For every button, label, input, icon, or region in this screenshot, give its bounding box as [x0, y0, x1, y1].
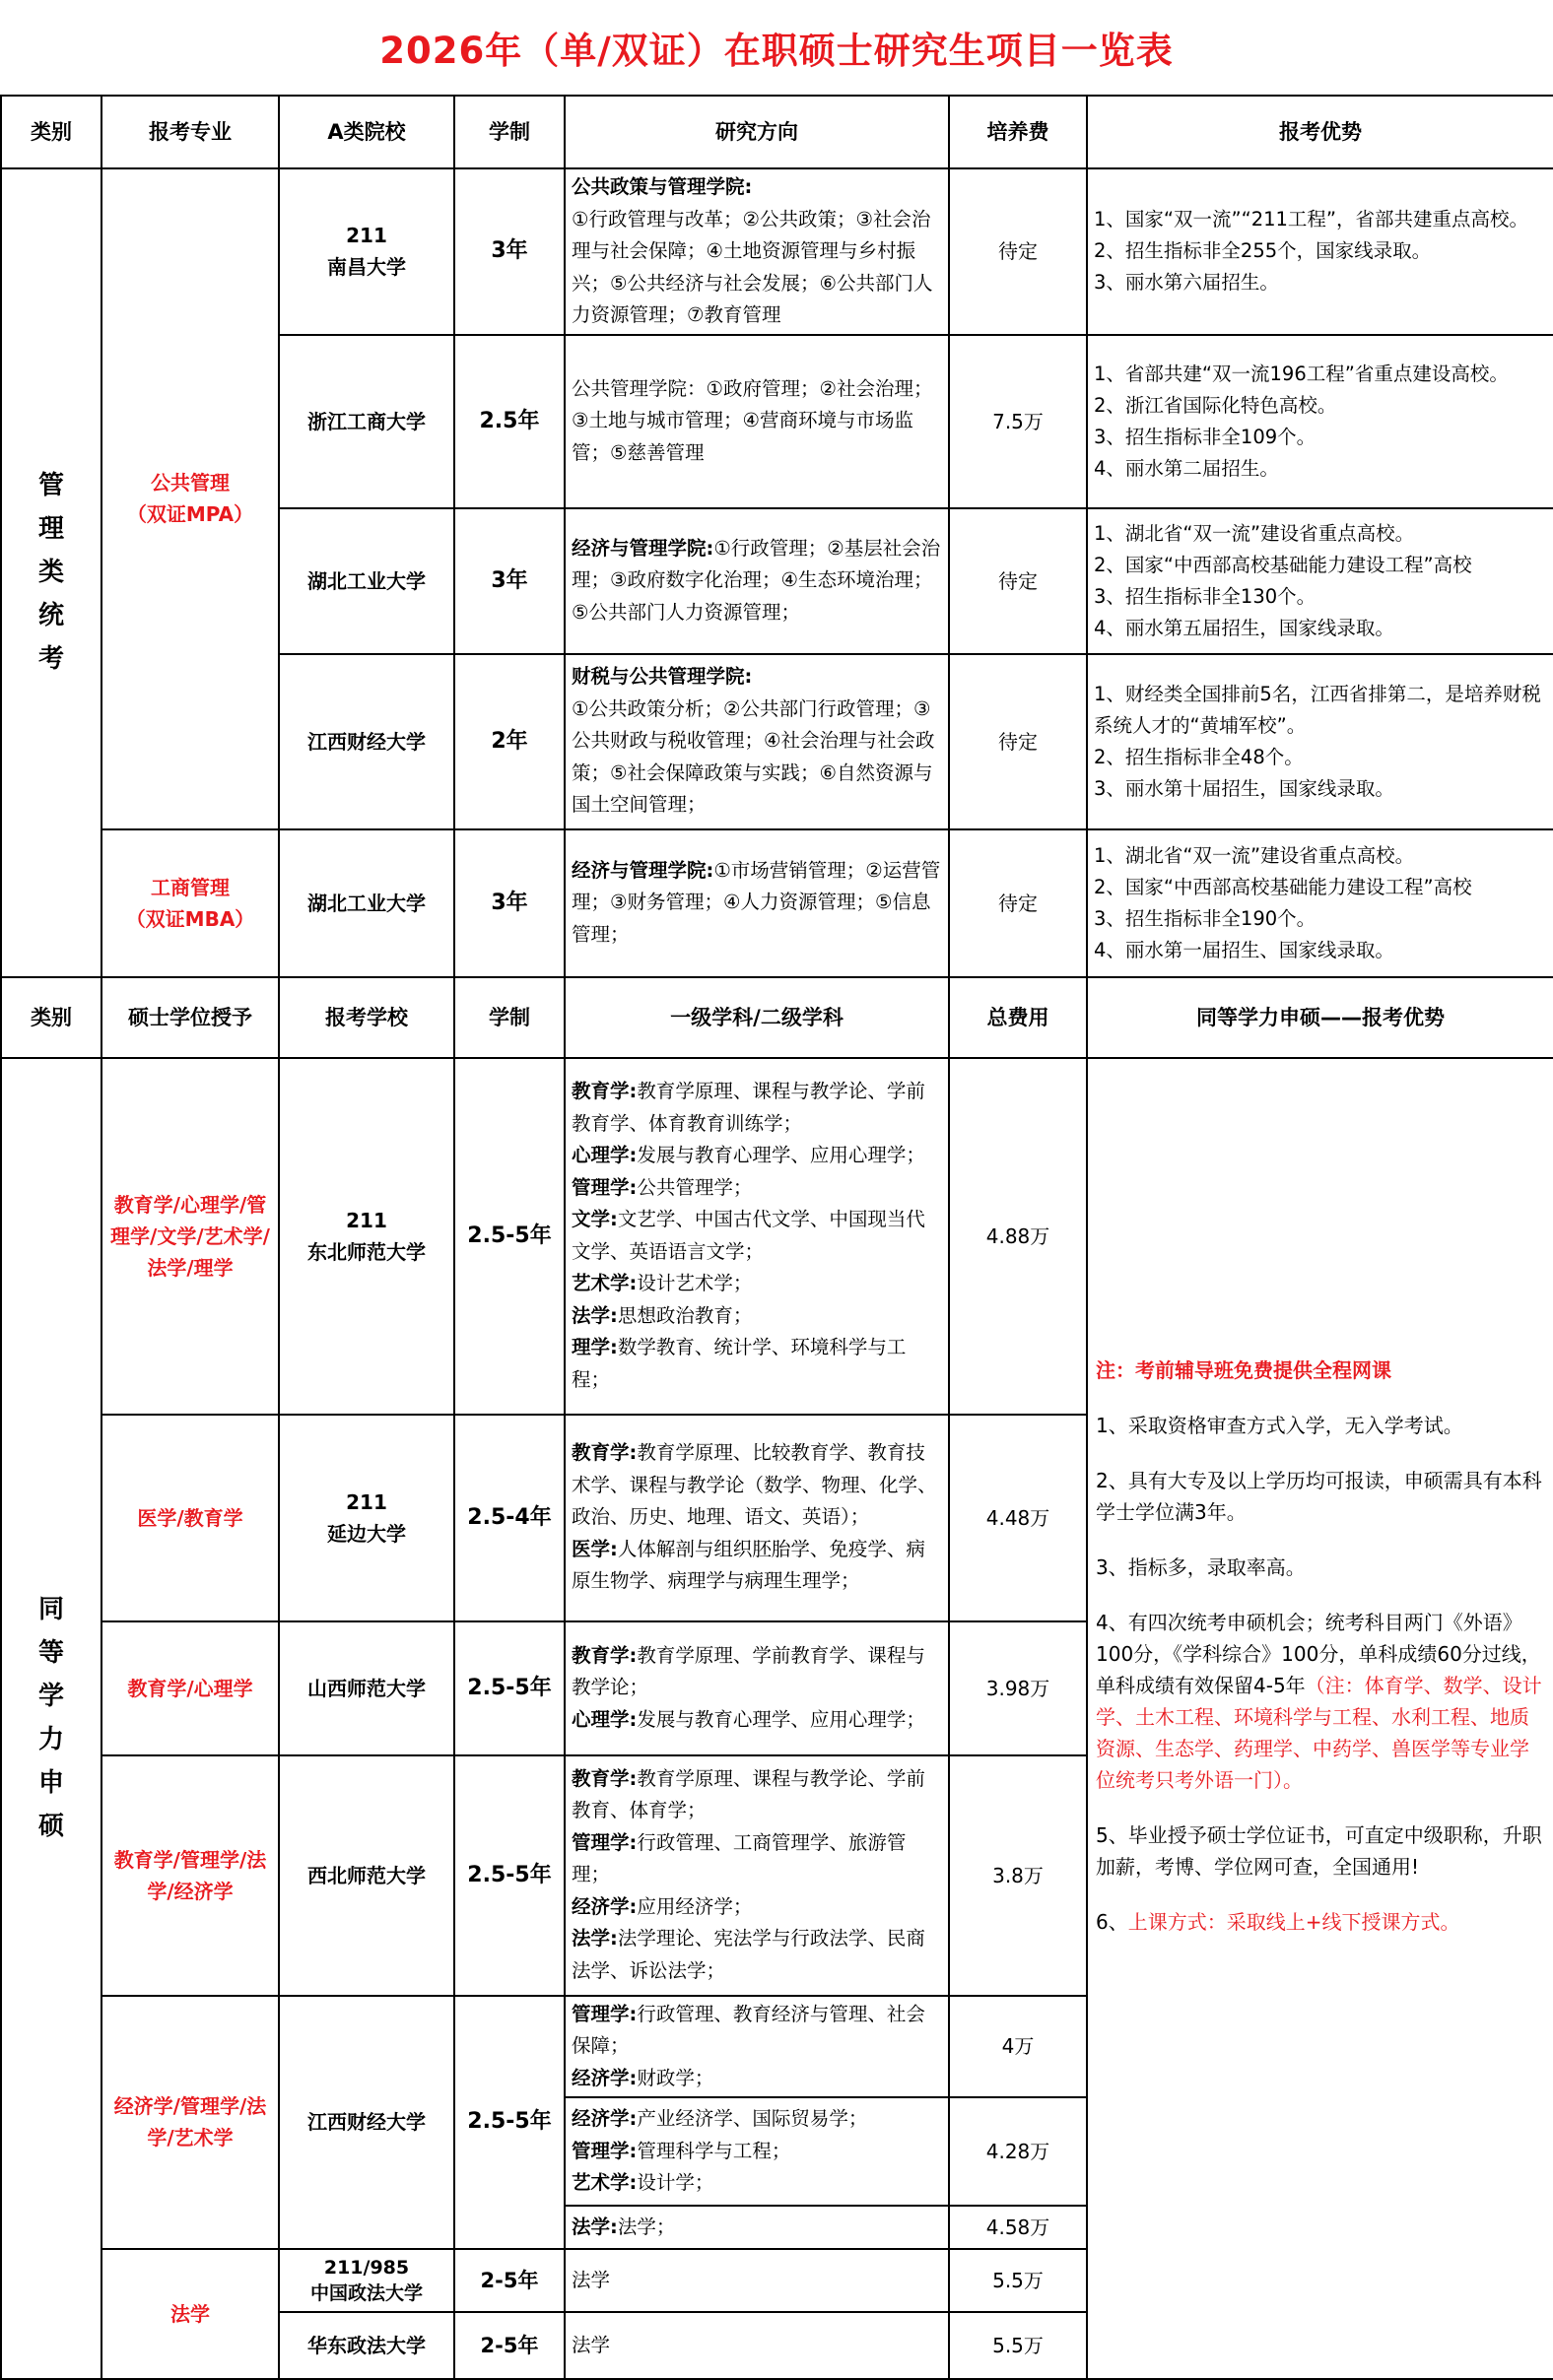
advantage-item: 3、招生指标非全130个。 — [1094, 584, 1317, 608]
subject-key: 理学: — [572, 1336, 618, 1358]
fee-cell: 5.5万 — [949, 2312, 1087, 2379]
subject-value: 管理科学与工程； — [637, 2139, 791, 2162]
direction-cell — [565, 335, 949, 508]
subject-key: 教育学: — [572, 1441, 638, 1465]
advantages-cell — [1087, 654, 1553, 829]
subject-key: 教育学: — [572, 1766, 638, 1790]
notes-cell — [1087, 1058, 1553, 2380]
years-cell: 2.5-5年 — [454, 1058, 565, 1415]
direction-text: ①行政管理与改革；②公共政策；③社会治理与社会保障；④土地资源管理与乡村振兴；⑤公共经济与社会发展；⑥公共部门人力资源管理；⑦教育管理 — [572, 207, 933, 326]
advantage-item: 2、招生指标非全48个。 — [1094, 745, 1304, 768]
fee-cell: 4.48万 — [949, 1415, 1087, 1621]
subject-entry — [572, 2167, 942, 2200]
subject-entry — [572, 1204, 942, 1268]
fee-cell: 4.58万 — [949, 2206, 1087, 2249]
direction-head: 经济与管理学院: — [572, 536, 714, 560]
note-item-6 — [1096, 1906, 1545, 1938]
school-cell: 江西财经大学 — [279, 654, 454, 829]
subject-value: 数学教育、统计学、环境科学与工程； — [572, 1336, 907, 1391]
fee-cell: 4.88万 — [949, 1058, 1087, 1415]
header-row-2 — [1, 977, 1553, 1058]
subject-value: 教育学原理、学前教育学、课程与教学论； — [572, 1643, 925, 1699]
subject-entry — [572, 1999, 942, 2063]
years-cell: 3年 — [454, 508, 565, 654]
years-cell: 2-5年 — [454, 2312, 565, 2379]
note-item-4-text: 4、有四次统考申硕机会；统考科目两门《外语》100分，《学科综合》100分，单科成绩60分过线，单科成绩有效保留4-5年 — [1096, 1610, 1541, 1697]
advantage-item: 3、招生指标非全190个。 — [1094, 906, 1317, 930]
header-row-1 — [1, 96, 1553, 168]
notes-headline: 注：考前辅导班免费提供全程网课 — [1096, 1357, 1391, 1382]
subject-value: 文艺学、中国古代文学、中国现当代文学、英语语言文学； — [572, 1208, 925, 1263]
fee-cell: 3.98万 — [949, 1621, 1087, 1755]
subject-entry — [572, 1704, 942, 1737]
subject-entry — [572, 1763, 942, 1827]
advantage-item: 3、招生指标非全109个。 — [1094, 425, 1317, 448]
subjects-cell — [565, 2206, 949, 2249]
advantage-item: 1、财经类全国排前5名，江西省排第二，是培养财税系统人才的“黄埔军校”。 — [1094, 682, 1541, 737]
header-major: 报考专业 — [101, 96, 279, 168]
years-cell: 3年 — [454, 168, 565, 335]
direction-text: ①市场营销管理；②运营管理；③财务管理；④人力资源管理；⑤信息管理； — [572, 858, 941, 946]
advantage-item: 1、湖北省“双一流”建设省重点高校。 — [1094, 521, 1415, 545]
header-category: 类别 — [1, 96, 101, 168]
advantages-cell — [1087, 168, 1553, 335]
fee-cell: 待定 — [949, 168, 1087, 335]
advantage-item: 1、国家“双一流”“211工程”，省部共建重点高校。 — [1094, 208, 1529, 231]
school-cell: 211 东北师范大学 — [279, 1058, 454, 1415]
subject-entry — [572, 1332, 942, 1396]
subject-key: 艺术学: — [572, 1272, 638, 1294]
subject-key: 经济学: — [572, 2107, 638, 2131]
subject-value: 发展与教育心理学、应用心理学； — [637, 1707, 925, 1731]
school-cell: 湖北工业大学 — [279, 829, 454, 977]
direction-head: 财税与公共管理学院: — [572, 665, 753, 689]
subject-entry — [572, 1534, 942, 1598]
note-item: 5、毕业授予硕士学位证书，可直定中级职称，升职加薪，考博、学位网可查，全国通用! — [1096, 1822, 1542, 1879]
subject-value: 行政管理、教育经济与管理、社会保障； — [572, 2002, 925, 2057]
subject-key: 艺术学: — [572, 2171, 638, 2195]
subject-entry — [572, 2063, 942, 2095]
subject-key: 经济学: — [572, 2066, 638, 2089]
major-cell: 工商管理 （双证MBA） — [101, 829, 279, 977]
subject-entry — [572, 2136, 942, 2168]
note-item: 3、指标多，录取率高。 — [1096, 1554, 1306, 1579]
advantage-item: 3、丽水第六届招生。 — [1094, 271, 1279, 295]
advantage-item: 1、湖北省“双一流”建设省重点高校。 — [1094, 843, 1415, 867]
subjects-cell — [565, 1415, 949, 1621]
school-cell: 江西财经大学 — [279, 1996, 454, 2250]
note-item-6-prefix: 6、 — [1096, 1909, 1128, 1934]
header-advantages: 报考优势 — [1087, 96, 1553, 168]
advantage-item: 2、国家“中西部高校基础能力建设工程”高校 — [1094, 553, 1472, 576]
advantage-item: 1、省部共建“双一流196工程”省重点建设高校。 — [1094, 362, 1509, 385]
subject-value: 思想政治教育； — [617, 1303, 753, 1327]
subject-entry — [572, 1300, 942, 1333]
table-row — [1, 829, 1553, 977]
fee-cell: 待定 — [949, 829, 1087, 977]
subject-entry — [572, 1268, 942, 1300]
subject-value: 产业经济学、国际贸易学； — [637, 2107, 868, 2131]
header-years: 学制 — [454, 977, 565, 1058]
subject-key: 管理学: — [572, 1175, 638, 1199]
years-cell: 2.5-5年 — [454, 1755, 565, 1996]
school-cell: 211/985 中国政法大学 — [279, 2249, 454, 2312]
category-cell — [1, 1058, 101, 2380]
major-cell: 公共管理 （双证MPA） — [101, 168, 279, 829]
direction-text: ①公共政策分析；②公共部门行政管理；③公共财政与税收管理；④社会治理与社会政策；⑤社会保障政策与实践；⑥自然资源与国土空间管理； — [572, 696, 935, 817]
header-school: 报考学校 — [279, 977, 454, 1058]
subjects-cell — [565, 1996, 949, 2098]
years-cell: 3年 — [454, 829, 565, 977]
header-subjects: 一级学科/二级学科 — [565, 977, 949, 1058]
program-table — [0, 95, 1553, 2380]
header-equivalent-advantages: 同等学力申硕——报考优势 — [1087, 977, 1553, 1058]
advantages-cell — [1087, 829, 1553, 977]
subjects-cell: 法学 — [565, 2249, 949, 2312]
degree-cell: 教育学/管理学/法学/经济学 — [101, 1755, 279, 1996]
category-label: 管理类统考 — [38, 471, 65, 675]
years-cell: 2.5-5年 — [454, 1621, 565, 1755]
subject-entry — [572, 1640, 942, 1704]
subject-value: 行政管理、工商管理学、旅游管理； — [572, 1830, 907, 1886]
fee-cell: 4万 — [949, 1996, 1087, 2098]
subjects-cell: 法学 — [565, 2312, 949, 2379]
direction-cell — [565, 508, 949, 654]
subject-value: 发展与教育心理学、应用心理学； — [637, 1144, 925, 1166]
subject-entry — [572, 1076, 942, 1140]
header-years: 学制 — [454, 96, 565, 168]
subject-value: 应用经济学； — [637, 1894, 753, 1918]
subject-entry — [572, 2215, 675, 2238]
degree-cell: 经济学/管理学/法学/艺术学 — [101, 1996, 279, 2250]
header-fee: 培养费 — [949, 96, 1087, 168]
note-item: 1、采取资格审查方式入学，无入学考试。 — [1096, 1413, 1463, 1437]
header-total-fee: 总费用 — [949, 977, 1087, 1058]
advantage-item: 4、丽水第五届招生，国家线录取。 — [1094, 616, 1394, 639]
fee-cell: 4.28万 — [949, 2097, 1087, 2206]
subject-value: 财政学； — [637, 2066, 714, 2089]
school-cell: 211 南昌大学 — [279, 168, 454, 335]
subject-key: 教育学: — [572, 1643, 638, 1667]
fee-cell: 待定 — [949, 654, 1087, 829]
years-cell: 2-5年 — [454, 2249, 565, 2312]
advantage-item: 4、丽水第一届招生、国家线录取。 — [1094, 938, 1394, 961]
advantages-cell — [1087, 335, 1553, 508]
subject-key: 心理学: — [572, 1707, 638, 1731]
advantages-cell — [1087, 508, 1553, 654]
subject-key: 法学: — [572, 2215, 618, 2238]
header-category: 类别 — [1, 977, 101, 1058]
subject-key: 文学: — [572, 1208, 618, 1230]
subject-key: 医学: — [572, 1537, 618, 1560]
school-cell: 211 延边大学 — [279, 1415, 454, 1621]
years-cell: 2.5年 — [454, 335, 565, 508]
subject-entry — [572, 1891, 942, 1924]
subject-value: 法学理论、宪法学与行政法学、民商法学、诉讼法学； — [572, 1927, 925, 1982]
category-cell — [1, 168, 101, 977]
header-degree: 硕士学位授予 — [101, 977, 279, 1058]
direction-text: 公共管理学院：①政府管理；②社会治理；③土地与城市管理；④营商环境与市场监管；⑤慈善管理 — [572, 376, 933, 464]
years-cell: 2.5-5年 — [454, 1996, 565, 2250]
advantage-item: 3、丽水第十届招生，国家线录取。 — [1094, 776, 1394, 800]
note-item-4-red: （注：体育学、数学、设计学、土木工程、环境科学与工程、水利工程、地质资源、生态学、药理学、中药学、兽医学等专业学位统考只考外语一门）。 — [1096, 1673, 1542, 1792]
subject-value: 教育学原理、课程与教学论、学前教育、体育学； — [572, 1766, 925, 1822]
subjects-cell — [565, 1621, 949, 1755]
subject-value: 公共管理学； — [637, 1175, 753, 1199]
subject-entry — [572, 1437, 942, 1534]
direction-cell — [565, 829, 949, 977]
direction-text: ①行政管理；②基层社会治理；③政府数字化治理；④生态环境治理；⑤公共部门人力资源管理； — [572, 536, 941, 624]
subject-key: 管理学: — [572, 2002, 638, 2025]
school-cell: 西北师范大学 — [279, 1755, 454, 1996]
degree-cell: 医学/教育学 — [101, 1415, 279, 1621]
degree-cell: 法学 — [101, 2249, 279, 2379]
direction-cell — [565, 654, 949, 829]
subject-key: 管理学: — [572, 2139, 638, 2162]
subject-key: 心理学: — [572, 1144, 638, 1166]
subjects-cell — [565, 1058, 949, 1415]
advantage-item: 2、招生指标非全255个，国家线录取。 — [1094, 239, 1432, 263]
subject-key: 管理学: — [572, 1830, 638, 1854]
table-row — [1, 1058, 1553, 1415]
school-cell: 浙江工商大学 — [279, 335, 454, 508]
direction-head: 经济与管理学院: — [572, 858, 714, 882]
years-cell: 2.5-4年 — [454, 1415, 565, 1621]
school-cell: 华东政法大学 — [279, 2312, 454, 2379]
subject-value: 设计学； — [637, 2171, 714, 2195]
degree-cell: 教育学/心理学 — [101, 1621, 279, 1755]
school-cell: 山西师范大学 — [279, 1621, 454, 1755]
subject-key: 法学: — [572, 1303, 618, 1327]
subject-entry — [572, 1172, 942, 1205]
direction-cell — [565, 168, 949, 335]
subject-key: 经济学: — [572, 1894, 638, 1918]
subject-value: 设计艺术学； — [637, 1272, 753, 1294]
page-title: 2026年（单/双证）在职硕士研究生项目一览表 — [379, 30, 1174, 72]
years-cell: 2年 — [454, 654, 565, 829]
fee-cell: 3.8万 — [949, 1755, 1087, 1996]
note-item-4 — [1096, 1607, 1545, 1796]
subject-key: 教育学: — [572, 1080, 638, 1102]
note-item-6-red: 上课方式：采取线上+线下授课方式。 — [1127, 1909, 1460, 1934]
subject-value: 法学； — [617, 2215, 676, 2238]
advantage-item: 2、浙江省国际化特色高校。 — [1094, 393, 1337, 417]
school-cell: 湖北工业大学 — [279, 508, 454, 654]
subjects-cell — [565, 1755, 949, 1996]
category-label: 同等学力申硕 — [38, 1595, 65, 1842]
subject-entry — [572, 1923, 942, 1987]
advantage-item: 4、丽水第二届招生。 — [1094, 456, 1279, 480]
subjects-cell — [565, 2097, 949, 2206]
subject-entry — [572, 1827, 942, 1891]
fee-cell: 7.5万 — [949, 335, 1087, 508]
fee-cell: 待定 — [949, 508, 1087, 654]
header-direction: 研究方向 — [565, 96, 949, 168]
subject-value: 教育学原理、课程与教学论、学前教育学、体育教育训练学； — [572, 1080, 925, 1135]
subject-value: 人体解剖与组织胚胎学、免疫学、病原生物学、病理学与病理生理学； — [572, 1537, 925, 1593]
subject-entry — [572, 2103, 942, 2136]
fee-cell: 5.5万 — [949, 2249, 1087, 2312]
subject-key: 法学: — [572, 1927, 618, 1950]
note-item: 2、具有大专及以上学历均可报读，申硕需具有本科学士学位满3年。 — [1096, 1468, 1542, 1524]
table-row — [1, 168, 1553, 335]
subject-value: 教育学原理、比较教育学、教育技术学、课程与教学论（数学、物理、化学、政治、历史、地理、语文、英语）； — [572, 1441, 937, 1529]
header-school: A类院校 — [279, 96, 454, 168]
degree-cell: 教育学/心理学/管理学/文学/艺术学/法学/理学 — [101, 1058, 279, 1415]
subject-entry — [572, 1140, 942, 1172]
direction-head: 公共政策与管理学院: — [572, 175, 753, 198]
advantage-item: 2、国家“中西部高校基础能力建设工程”高校 — [1094, 875, 1472, 898]
